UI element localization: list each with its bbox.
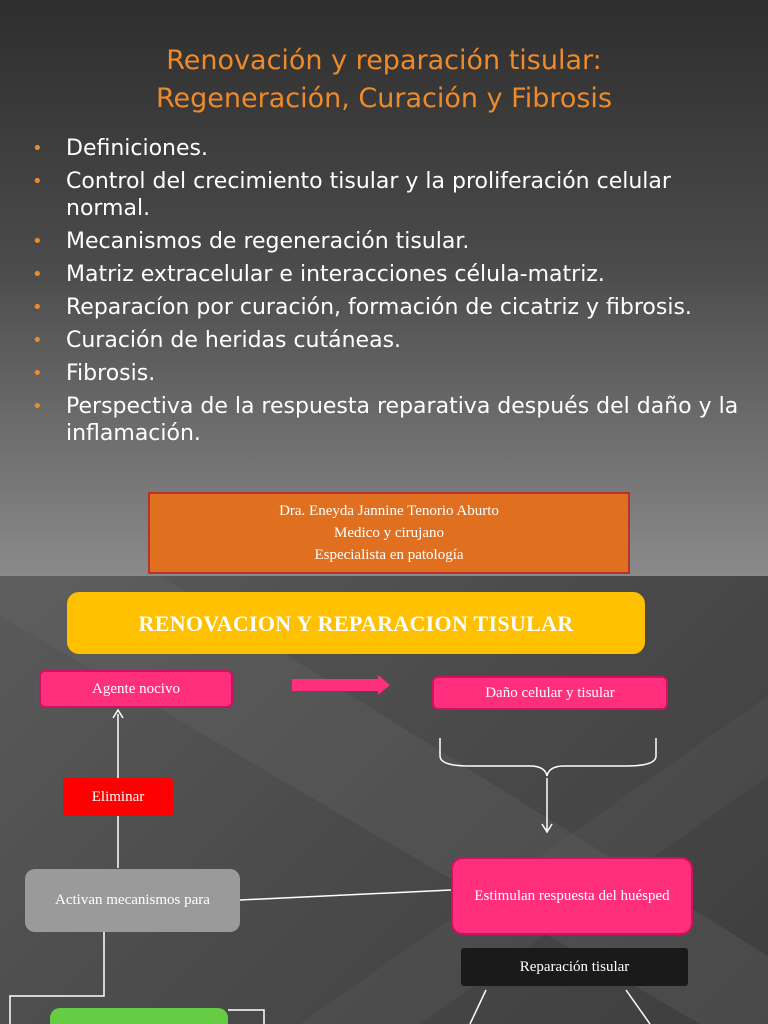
bracket-connector: [228, 1010, 264, 1024]
bullet-icon: •: [32, 396, 43, 417]
bullet-icon: •: [32, 363, 43, 384]
connector-line: [240, 890, 451, 900]
node-eliminar: Eliminar: [63, 778, 173, 816]
brace-connector: [440, 738, 656, 776]
author-role: Medico y cirujano: [334, 525, 444, 541]
bullet-text: Fibrosis.: [66, 361, 156, 386]
bullet-item: [30, 228, 750, 255]
bullet-text: Curación de heridas cutáneas.: [66, 328, 402, 353]
bullet-item: [30, 393, 750, 447]
bullet-list: [30, 135, 750, 453]
bullet-icon: •: [32, 264, 43, 285]
slide-title: [0, 42, 768, 118]
slide-title-line-1: Renovación y reparación tisular:: [166, 45, 602, 76]
bullet-text: Mecanismos de regeneración tisular.: [66, 229, 470, 254]
bullet-text: Definiciones.: [66, 136, 208, 161]
bullet-icon: •: [32, 171, 43, 192]
bullet-item: [30, 360, 750, 387]
bullet-text: Matriz extracelular e interacciones célula-matriz.: [66, 262, 605, 287]
bullet-icon: •: [32, 138, 43, 159]
bullet-icon: •: [32, 297, 43, 318]
node-activan-mecanismos: Activan mecanismos para: [25, 869, 240, 932]
bullet-item: [30, 294, 750, 321]
bullet-item: [30, 261, 750, 288]
bullet-icon: •: [32, 231, 43, 252]
node-agente-nocivo: Agente nocivo: [39, 670, 233, 708]
node-green-partial: [50, 1008, 228, 1024]
connector-line: [626, 990, 650, 1024]
slide-title-line-2: Regeneración, Curación y Fibrosis: [155, 83, 613, 114]
concept-map-title: RENOVACION Y REPARACION TISULAR: [67, 592, 645, 654]
bullet-item: [30, 327, 750, 354]
author-box: [148, 492, 630, 574]
bullet-icon: •: [32, 330, 43, 351]
connector-line: [470, 990, 486, 1024]
node-dano-celular: Daño celular y tisular: [432, 676, 668, 710]
bullet-text: Perspectiva de la respuesta reparativa después del daño y la inflamación.: [66, 394, 739, 446]
slide-2: [0, 576, 768, 1024]
author-name: Dra. Eneyda Jannine Tenorio Aburto: [279, 503, 499, 519]
bullet-text: Reparacíon por curación, formación de cicatriz y fibrosis.: [66, 295, 692, 320]
bullet-text: Control del crecimiento tisular y la proliferación celular normal.: [66, 169, 671, 221]
bullet-item: [30, 168, 750, 222]
node-reparacion-tisular: Reparación tisular: [461, 948, 688, 986]
node-estimulan-respuesta: Estimulan respuesta del huésped: [451, 857, 693, 935]
bullet-item: [30, 135, 750, 162]
author-specialty: Especialista en patología: [314, 547, 464, 563]
